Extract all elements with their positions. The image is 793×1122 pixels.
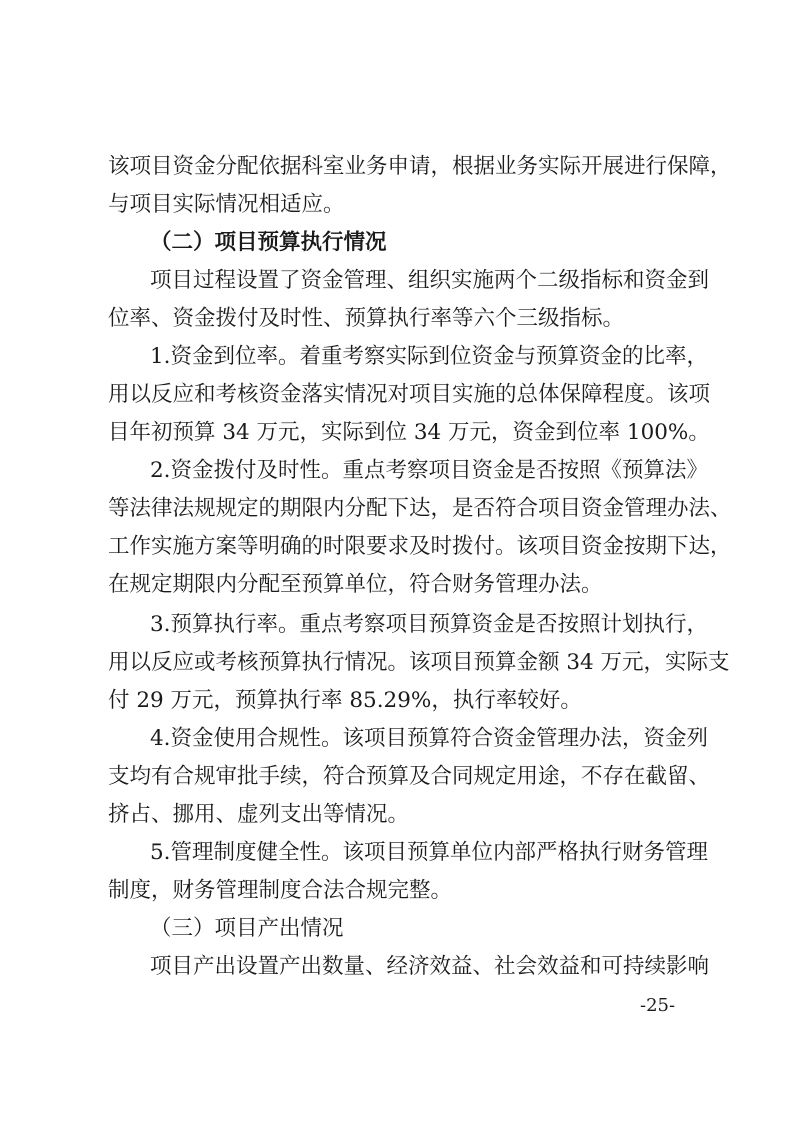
paragraph-line: 项目产出设置产出数量、经济效益、社会效益和可持续影响: [150, 954, 710, 979]
paragraph-line: 5.管理制度健全性。该项目预算单位内部严格执行财务管理: [150, 840, 709, 865]
paragraph-line: 挤占、挪用、虚列支出等情况。: [108, 802, 410, 827]
paragraph-line: 付 29 万元，预算执行率 85.29%，执行率较好。: [108, 688, 582, 713]
paragraph-line: 3.预算执行率。重点考察项目预算资金是否按照计划执行，: [150, 612, 709, 637]
section-heading-3: （三）项目产出情况: [150, 916, 344, 941]
paragraph-line: 工作实施方案等明确的时限要求及时拨付。该项目资金按期下达，: [108, 534, 732, 559]
paragraph-line: 支均有合规审批手续，符合预算及合同规定用途，不存在截留、: [108, 764, 711, 789]
paragraph-line: 与项目实际情况相适应。: [108, 192, 345, 217]
paragraph-line: 1.资金到位率。着重考察实际到位资金与预算资金的比率，: [150, 344, 709, 369]
paragraph-line: 等法律法规规定的期限内分配下达，是否符合项目资金管理办法、: [108, 496, 732, 521]
paragraph-line: 4.资金使用合规性。该项目预算符合资金管理办法，资金列: [150, 726, 709, 751]
paragraph-line: 项目过程设置了资金管理、组织实施两个二级指标和资金到: [150, 268, 710, 293]
paragraph-line: 制度，财务管理制度合法合规完整。: [108, 878, 453, 903]
paragraph-line: 在规定期限内分配至预算单位，符合财务管理办法。: [108, 572, 603, 597]
paragraph-line: 位率、资金拨付及时性、预算执行率等六个三级指标。: [108, 306, 625, 331]
page-number: -25-: [640, 995, 676, 1016]
paragraph-line: 2.资金拨付及时性。重点考察项目资金是否按照《预算法》: [150, 458, 709, 483]
paragraph-line: 用以反应和考核资金落实情况对项目实施的总体保障程度。该项: [108, 382, 711, 407]
paragraph-line: 用以反应或考核预算执行情况。该项目预算金额 34 万元，实际支: [108, 650, 730, 675]
paragraph-line: 目年初预算 34 万元，实际到位 34 万元，资金到位率 100%。: [108, 420, 710, 445]
paragraph-line: 该项目资金分配依据科室业务申请，根据业务实际开展进行保障，: [108, 154, 732, 179]
section-heading-2: （二）项目预算执行情况: [150, 230, 387, 255]
